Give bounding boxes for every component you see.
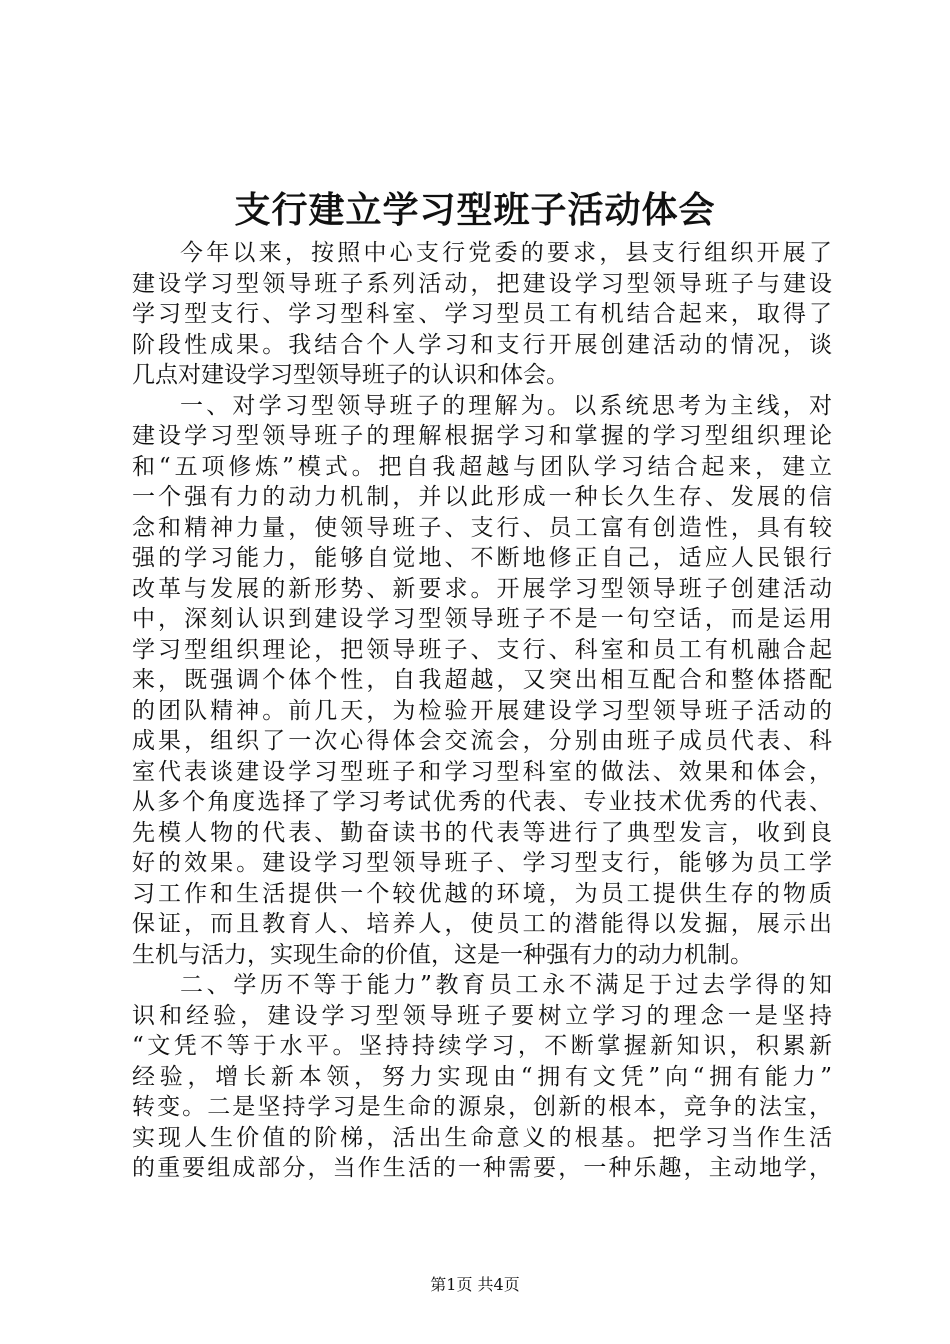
body-line: 识和经验，建设学习型领导班子要树立学习的理念一是坚持 [132,1002,832,1029]
body-line: 室代表谈建设学习型班子和学习型科室的做法、效果和体会， [132,758,832,785]
body-line: 成果，组织了一次心得体会交流会，分别由班子成员代表、科 [132,728,832,754]
body-line: 和“五项修炼”模式。把自我超越与团队学习结合起来，建立 [132,453,832,480]
body-line: 转变。二是坚持学习是生命的源泉，创新的根本，竞争的法宝， [132,1094,832,1120]
document-title: 支行建立学习型班子活动体会 [234,189,716,231]
body-line: 先模人物的代表、勤奋读书的代表等进行了典型发言，收到良 [132,819,832,846]
body-line: 一、对学习型领导班子的理解为。以系统思考为主线，对 [180,392,832,419]
body-line: “文凭不等于水平。坚持持续学习，不断掌握新知识，积累新 [132,1033,832,1059]
body-line: 的团队精神。前几天，为检验开展建设学习型领导班子活动的 [132,697,832,724]
body-line: 念和精神力量，使领导班子、支行、员工富有创造性，具有较 [132,514,832,541]
body-line: 几点对建设学习型领导班子的认识和体会。 [132,362,569,388]
body-line: 生机与活力，实现生命的价值，这是一种强有力的动力机制。 [132,941,753,968]
body-line: 中，深刻认识到建设学习型领导班子不是一句空话，而是运用 [132,606,832,632]
body-line: 强的学习能力，能够自觉地、不断地修正自己，适应人民银行 [132,545,832,571]
body-line: 习工作和生活提供一个较优越的环境，为员工提供生存的物质 [132,880,832,907]
body-line: 建设学习型领导班子的理解根据学习和掌握的学习型组织理论 [132,423,832,449]
body-line: 从多个角度选择了学习考试优秀的代表、专业技术优秀的代表、 [132,789,832,815]
body-line: 阶段性成果。我结合个人学习和支行开展创建活动的情况，谈 [132,331,832,358]
body-line: 改革与发展的新形势、新要求。开展学习型领导班子创建活动 [132,575,832,602]
document-body [132,238,832,1184]
body-line: 建设学习型领导班子系列活动，把建设学习型领导班子与建设 [132,270,832,297]
body-line: 一个强有力的动力机制，并以此形成一种长久生存、发展的信 [132,484,832,510]
body-line: 今年以来，按照中心支行党委的要求，县支行组织开展了 [180,240,832,266]
body-line: 来，既强调个体个性，自我超越，又突出相互配合和整体搭配 [132,667,832,693]
body-line: 学习型支行、学习型科室、学习型员工有机结合起来，取得了 [132,301,832,327]
body-line: 经验，增长新本领，努力实现由“拥有文凭”向“拥有能力” [132,1063,832,1090]
body-line: 二、学历不等于能力”教育员工永不满足于过去学得的知 [180,972,832,998]
body-line: 的重要组成部分，当作生活的一种需要，一种乐趣，主动地学， [132,1155,832,1181]
body-line: 学习型组织理论，把领导班子、支行、科室和员工有机融合起 [132,636,832,663]
body-line: 保证，而且教育人、培养人，使员工的潜能得以发掘，展示出 [132,911,832,937]
body-line: 好的效果。建设学习型领导班子、学习型支行，能够为员工学 [132,850,832,876]
page-footer: 第1页 共4页 [430,1275,520,1294]
body-line: 实现人生价值的阶梯，活出生命意义的根基。把学习当作生活 [132,1124,832,1151]
